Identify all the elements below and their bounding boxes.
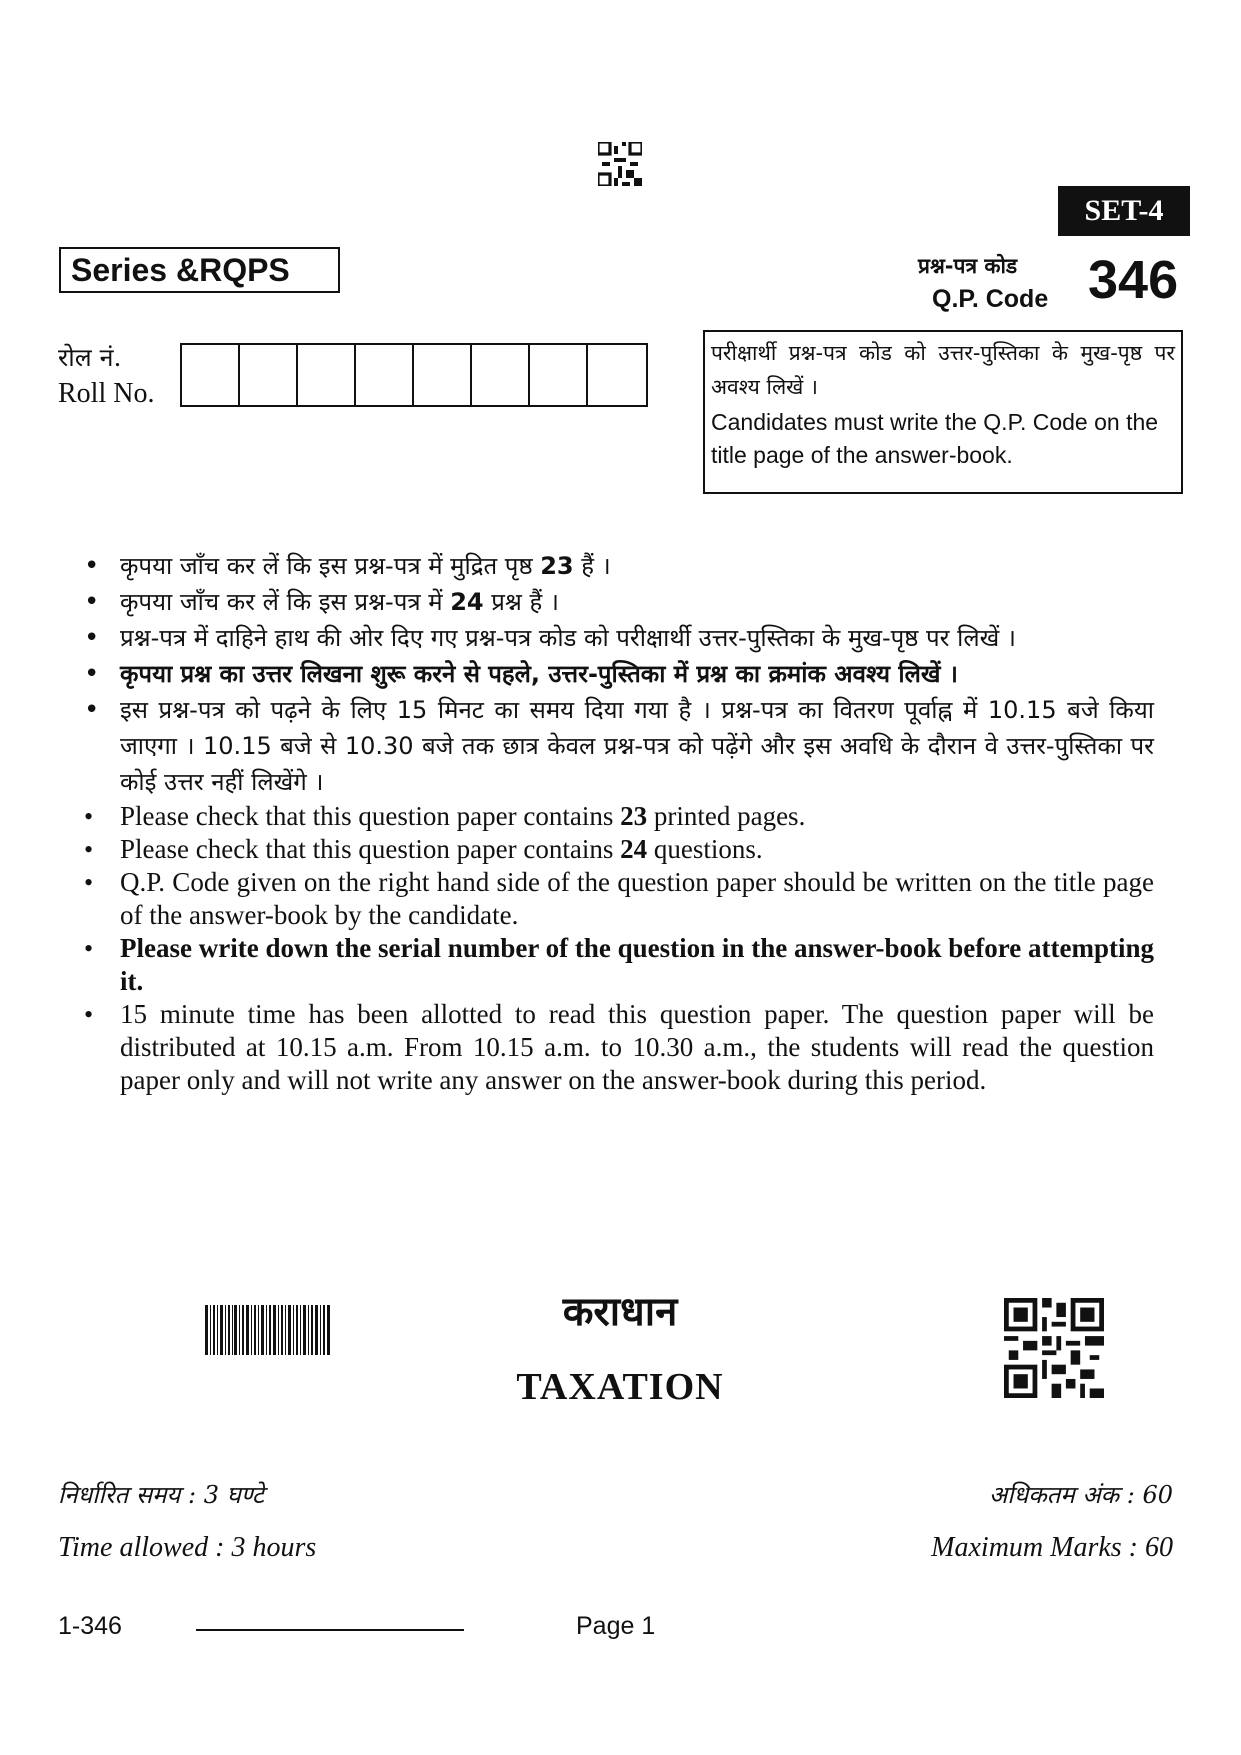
- footer-paper-code: 1-346: [58, 1612, 122, 1640]
- instructions: [84, 548, 1154, 1097]
- footer-page-number: Page 1: [576, 1612, 656, 1640]
- time-allowed: Time allowed : 3 hours: [58, 1532, 317, 1563]
- qp-code-number: 346: [1088, 250, 1179, 310]
- instruction-item: • 15 minute time has been allotted to read this question paper. The question paper will be distributed at 10.15 a.m. From 10.15 a.m. to 10.30 a.m., the students will read the question paper only and will not write any answer on the answer-book during this period.: [84, 998, 1154, 1097]
- note-hindi: परीक्षार्थी प्रश्न-पत्र कोड को उत्तर-पुस्तिका के मुख-पृष्ठ पर अवश्य लिखें ।: [711, 341, 1175, 399]
- maximum-marks: Maximum Marks : 60: [931, 1532, 1173, 1563]
- roll-cell[interactable]: [530, 345, 588, 405]
- qp-code-label-hindi: प्रश्न-पत्र कोड: [918, 254, 1018, 278]
- maximum-marks-hindi: अधिकतम अंक : 60: [988, 1481, 1173, 1509]
- roll-cell[interactable]: [472, 345, 530, 405]
- footer-divider: [196, 1629, 464, 1631]
- qr-code-icon: [1004, 1298, 1104, 1398]
- set-label: SET-4: [1058, 186, 1190, 236]
- roll-cell[interactable]: [182, 345, 240, 405]
- roll-cell[interactable]: [588, 345, 646, 405]
- note-english: Candidates must write the Q.P. Code on the title page of the answer-book.: [711, 409, 1159, 468]
- instruction-item: • प्रश्न-पत्र में दाहिने हाथ की ओर दिए गए प्रश्न-पत्र कोड को परीक्षार्थी उत्तर-पुस्तिका के मुख-पृष्ठ पर लिखें ।: [84, 620, 1154, 656]
- instruction-item: • कृपया प्रश्न का उत्तर लिखना शुरू करने से पहले, उत्तर-पुस्तिका में प्रश्न का क्रमांक अवश्य लिखें ।: [84, 656, 1154, 692]
- roll-number-grid[interactable]: [180, 343, 648, 407]
- qp-code-label: Q.P. Code: [932, 285, 1049, 313]
- roll-cell[interactable]: [298, 345, 356, 405]
- roll-cell[interactable]: [240, 345, 298, 405]
- subject-title-hindi: कराधान: [562, 1289, 678, 1335]
- instruction-item: • Please check that this question paper contains 24 questions.: [84, 833, 1154, 866]
- roll-cell[interactable]: [414, 345, 472, 405]
- series-label: Series &RQPS: [59, 247, 340, 293]
- instructions-hindi: [84, 548, 1154, 800]
- instruction-item: • Please write down the serial number of the question in the answer-book before attempting it.: [84, 932, 1154, 998]
- roll-label: Roll No.: [58, 378, 155, 409]
- roll-cell[interactable]: [356, 345, 414, 405]
- barcode-icon: [205, 1305, 331, 1355]
- instruction-item: • इस प्रश्न-पत्र को पढ़ने के लिए 15 मिनट का समय दिया गया है । प्रश्न-पत्र का वितरण पूर्वाह्न में 10.15 बजे किया जाएगा । 10.15 बजे से 10.30 बजे तक छात्र केवल प्रश्न-पत्र को पढ़ेंगे और इस अवधि के दौरान वे उत्तर-पुस्तिका पर कोई उत्तर नहीं लिखेंगे ।: [84, 692, 1154, 800]
- instruction-item: • Please check that this question paper contains 23 printed pages.: [84, 800, 1154, 833]
- instruction-item: • कृपया जाँच कर लें कि इस प्रश्न-पत्र में 24 प्रश्न हैं ।: [84, 584, 1154, 620]
- top-qr-code-icon: [598, 142, 642, 186]
- qp-code-note-box: [703, 330, 1183, 494]
- instructions-english: [84, 800, 1154, 1097]
- time-allowed-hindi: निर्धारित समय : 3 घण्टे: [58, 1481, 265, 1509]
- instruction-item: • Q.P. Code given on the right hand side of the question paper should be written on the title page of the answer-book by the candidate.: [84, 866, 1154, 932]
- roll-label-hindi: रोल नं.: [58, 343, 122, 372]
- instruction-item: • कृपया जाँच कर लें कि इस प्रश्न-पत्र में मुद्रित पृष्ठ 23 हैं ।: [84, 548, 1154, 584]
- subject-title: TAXATION: [516, 1366, 724, 1408]
